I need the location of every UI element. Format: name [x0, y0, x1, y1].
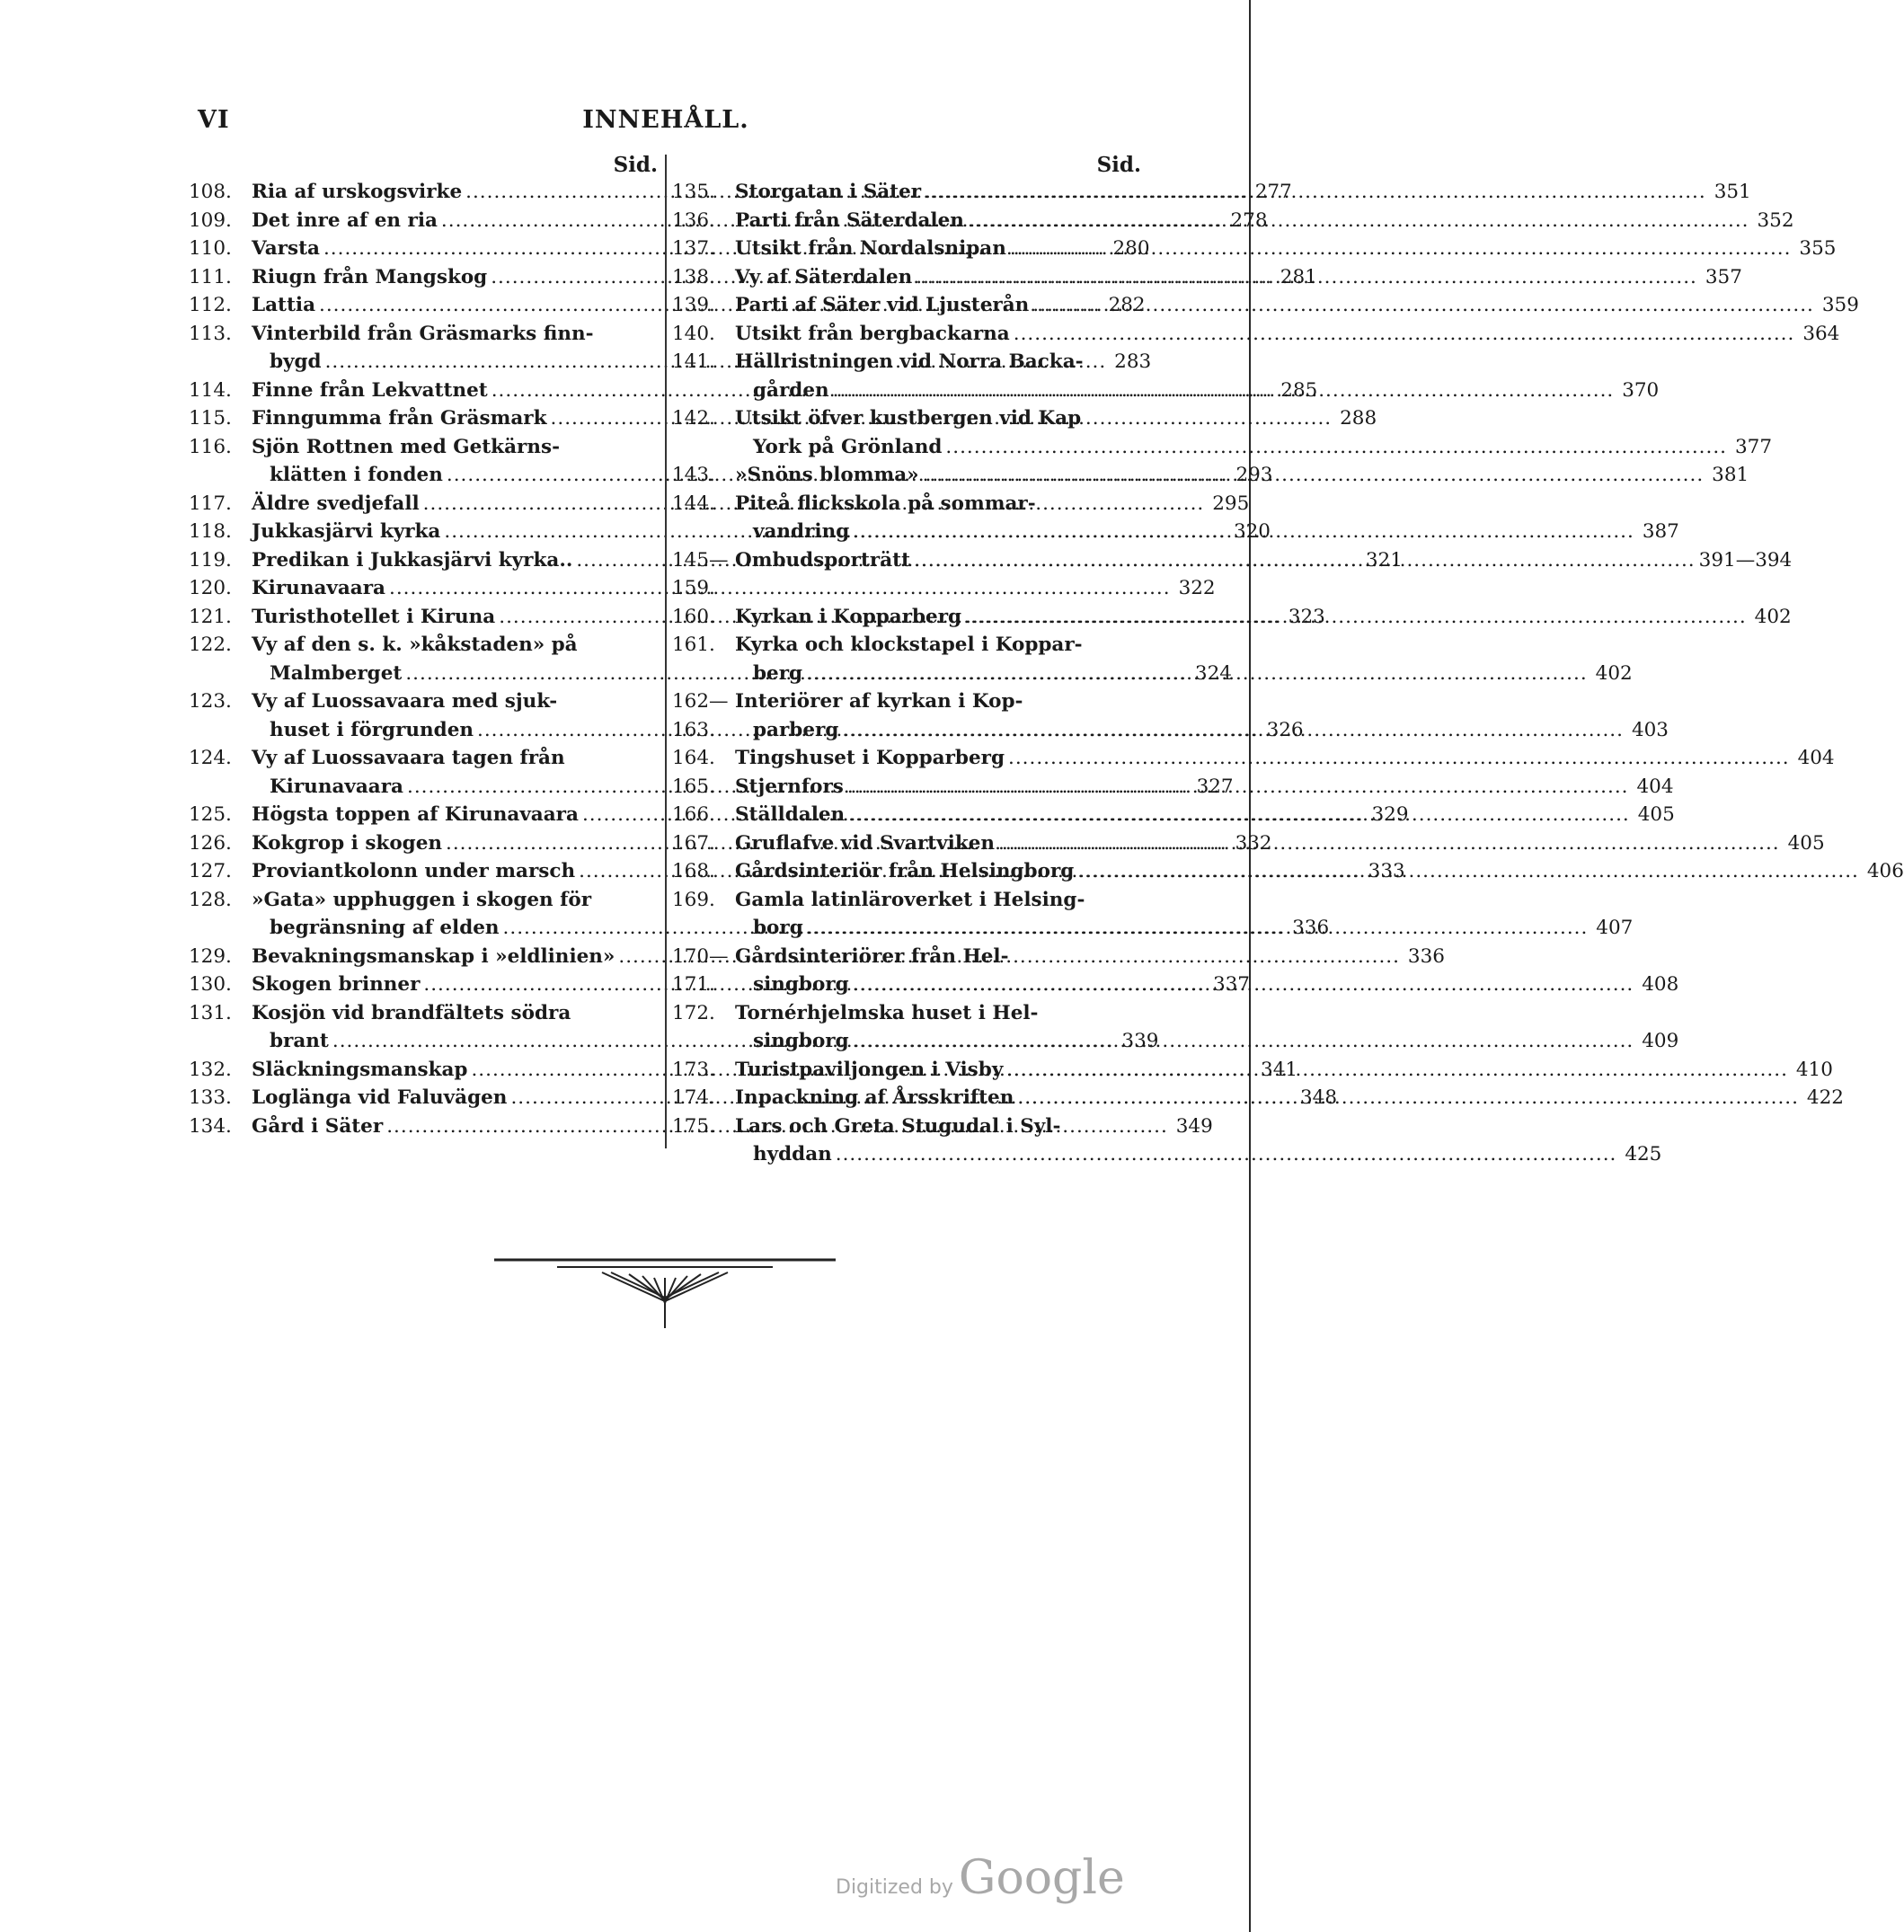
entry-number: 138.: [672, 265, 715, 288]
entry-title: Vinterbild från Gräsmarks finn-: [252, 322, 594, 345]
entry-body: [735, 857, 1904, 886]
entry-title: Loglänga vid Faluvägen: [252, 1086, 508, 1109]
entry-body: [735, 320, 1839, 349]
entry-number: 139.: [672, 294, 715, 316]
entry-page: 322: [1178, 577, 1216, 599]
entry-title: Ombudsporträtt: [735, 548, 911, 572]
entry-line: [735, 263, 1742, 292]
entry-body: [735, 235, 1836, 263]
dot-leader: [1010, 235, 1792, 263]
entry-line: [735, 377, 1659, 405]
toc-entry: [672, 235, 1837, 263]
entry-line: [735, 348, 1659, 377]
watermark-small-text: Digitized by: [836, 1876, 953, 1899]
entry-title: klätten i fonden: [270, 464, 443, 486]
entry-number: 117.: [189, 492, 232, 515]
entry-line: [735, 207, 1794, 235]
entry-title: Turistpaviljongen i Visby: [735, 1058, 1004, 1081]
toc-entry: [672, 291, 1859, 320]
entry-page: 320: [1233, 520, 1271, 543]
entry-number: 141.: [672, 350, 715, 373]
entry-number: 164.: [672, 747, 715, 769]
entry-title: Gård i Säter: [252, 1114, 384, 1138]
entry-title: Kosjön vid brandfältets södra: [252, 1001, 571, 1024]
dot-leader: [833, 377, 1615, 405]
entry-line: [735, 716, 1669, 745]
entry-line: [735, 857, 1904, 886]
entry-body: [735, 603, 1792, 632]
entry-title: Ställdalen: [735, 803, 846, 826]
entry-line: [735, 1056, 1833, 1085]
entry-page: 293: [1235, 464, 1273, 486]
entry-title: Tingshuset i Kopparberg: [735, 747, 1005, 769]
sid-label: Sid.: [1096, 153, 1141, 177]
entry-page: 336: [1407, 944, 1445, 968]
entry-title: »Snöns blomma»: [735, 464, 919, 486]
dot-leader: [806, 660, 1588, 688]
dot-leader: [853, 970, 1634, 999]
entry-number: 116.: [189, 435, 232, 458]
entry-line: [735, 490, 1679, 518]
entry-number: 167.: [672, 831, 715, 855]
entry-page: 283: [1114, 350, 1152, 373]
entry-body: [735, 1084, 1844, 1112]
entry-page: 359: [1821, 294, 1859, 316]
entry-line: [735, 178, 1751, 207]
entry-number: 115.: [189, 407, 232, 430]
entry-page: 377: [1734, 435, 1773, 458]
column-divider: [665, 155, 667, 1148]
entry-number: 114.: [189, 378, 232, 402]
entry-title: Utsikt från Nordalsnipan: [735, 237, 1006, 260]
entry-page: 333: [1368, 860, 1405, 882]
entry-number: 135.: [672, 181, 715, 203]
entry-page: 409: [1642, 1030, 1679, 1052]
entry-page: 387: [1642, 520, 1679, 543]
entry-page: 364: [1802, 322, 1840, 345]
entry-title: Vy af Säterdalen: [735, 265, 913, 288]
entry-page: 337: [1212, 973, 1250, 996]
entry-page: 407: [1596, 917, 1634, 939]
entry-title: borg: [753, 917, 803, 939]
entry-body: [735, 263, 1742, 292]
entry-page: 324: [1194, 661, 1232, 685]
entry-number: 113.: [189, 322, 232, 345]
entry-number: 112.: [189, 294, 232, 316]
entry-number: 130.: [189, 973, 232, 996]
entry-title: York på Grönland: [753, 435, 943, 458]
entry-page: 405: [1637, 803, 1675, 826]
dot-leader: [1077, 857, 1859, 886]
entry-number: 161.: [672, 634, 715, 656]
entry-title: Varsta: [252, 237, 320, 260]
sid-label: Sid.: [613, 153, 658, 177]
entry-number: 172.: [672, 1001, 715, 1024]
entry-title: Sjön Rottnen med Getkärns-: [252, 435, 560, 458]
entry-page: 278: [1230, 208, 1268, 232]
page-header: [194, 106, 1138, 142]
toc-entry: [672, 999, 1679, 1056]
entry-line: [735, 235, 1836, 263]
entry-number: 145—159.: [672, 548, 729, 599]
dot-leader: [1008, 744, 1790, 773]
entry-title: Utsikt öfver kustbergen vid Kap: [735, 407, 1082, 430]
dot-leader: [968, 207, 1749, 235]
entry-title: Storgatan i Säter: [735, 181, 922, 203]
page-number: VI: [198, 106, 230, 134]
entry-page: 277: [1254, 181, 1292, 203]
entry-number: 144.: [672, 492, 715, 515]
entry-body: [735, 178, 1751, 207]
toc-entry: [672, 744, 1835, 773]
entry-page: 404: [1636, 775, 1674, 798]
entry-body: [735, 829, 1825, 858]
entry-title: Skogen brinner: [252, 973, 421, 996]
entry-title: singborg: [753, 973, 849, 996]
entry-number: 123.: [189, 690, 232, 713]
entry-title: singborg: [753, 1030, 849, 1052]
entry-title: Släckningsmanskap: [252, 1058, 468, 1081]
entry-page: 406: [1866, 860, 1904, 882]
entry-page: 329: [1371, 803, 1409, 826]
entry-title: Bevakningsmanskap i »eldlinien»: [252, 944, 615, 968]
entry-body: [735, 886, 1633, 943]
dot-leader: [923, 461, 1705, 490]
entry-line: [735, 914, 1633, 943]
entry-title: Hällristningen vid Norra Backa-: [735, 350, 1084, 373]
entry-line: [735, 291, 1859, 320]
dot-leader: [853, 518, 1634, 546]
entry-title: Kokgrop i skogen: [252, 831, 443, 855]
dot-leader: [848, 801, 1630, 829]
entry-title: brant: [270, 1030, 329, 1052]
entry-title: Piteå flickskola på sommar-: [735, 492, 1036, 515]
entry-title: Kirunavaara: [252, 577, 385, 599]
entry-number: 128.: [189, 888, 232, 911]
entry-number: 174.: [672, 1086, 715, 1109]
entry-body: [735, 1112, 1661, 1169]
entry-page: 339: [1121, 1030, 1159, 1052]
entry-number: 124.: [189, 747, 232, 769]
dot-leader: [847, 773, 1629, 802]
entry-title: Äldre svedjefall: [252, 492, 420, 515]
entry-number: 111.: [189, 265, 232, 288]
entry-number: 121.: [189, 605, 232, 628]
entry-title: Kirunavaara: [270, 775, 403, 798]
entry-title: Kyrkan i Kopparberg: [735, 605, 962, 628]
entry-page: 402: [1595, 661, 1633, 685]
entry-number: 165.: [672, 775, 715, 798]
entry-line: [735, 773, 1674, 802]
entry-page: 405: [1787, 831, 1825, 855]
entry-number: 162—163.: [672, 690, 729, 741]
entry-body: [735, 687, 1669, 744]
entry-page: 425: [1625, 1143, 1662, 1165]
entry-line: [735, 886, 1633, 915]
entry-body: [735, 348, 1659, 404]
entry-number: 166.: [672, 803, 715, 826]
entry-title: Predikan i Jukkasjärvi kyrka..: [252, 548, 573, 572]
dot-leader: [842, 716, 1624, 745]
entry-title: Utsikt från bergbackarna: [735, 322, 1010, 345]
entry-title: berg: [753, 661, 803, 685]
entry-number: 125.: [189, 803, 232, 826]
ornament-divider: [494, 1256, 836, 1337]
entry-number: 134.: [189, 1114, 232, 1138]
entry-title: Inpackning af Årsskriften: [735, 1086, 1014, 1109]
dot-leader: [914, 546, 1696, 575]
entry-title: Högsta toppen af Kirunavaara: [252, 803, 579, 826]
entry-page: 323: [1288, 605, 1325, 628]
dot-leader: [925, 178, 1706, 207]
entry-title: Finngumma från Gräsmark: [252, 407, 547, 430]
entry-number: 129.: [189, 944, 232, 968]
entry-body: [735, 291, 1859, 320]
entry-page: 332: [1235, 831, 1272, 855]
entry-line: [735, 546, 1792, 575]
entry-number: 142.: [672, 407, 715, 430]
entry-page: 408: [1642, 973, 1679, 996]
entry-page: 280: [1112, 237, 1150, 260]
entry-page: 351: [1714, 181, 1751, 203]
entry-title: Tornérhjelmska huset i Hel-: [735, 1001, 1039, 1024]
entry-page: 391—394: [1698, 548, 1793, 572]
entry-page: 355: [1799, 237, 1837, 260]
entry-body: [735, 490, 1679, 546]
entry-page: 336: [1292, 917, 1330, 939]
dot-leader: [1017, 1084, 1799, 1112]
entry-number: 137.: [672, 237, 715, 260]
toc-entry: [672, 320, 1840, 349]
entry-page: 349: [1175, 1114, 1213, 1138]
entry-title: Lattia: [252, 294, 316, 316]
entry-page: 410: [1795, 1058, 1833, 1081]
entry-number: 131.: [189, 1001, 232, 1024]
page-title: INNEHÅLL.: [582, 106, 749, 134]
entry-body: [735, 1056, 1833, 1085]
entry-title: Vy af Luossavaara tagen från: [252, 747, 565, 769]
entry-title: Proviantkolonn under marsch: [252, 860, 576, 882]
dot-leader: [945, 433, 1727, 462]
ornament-fan: [602, 1272, 728, 1328]
entry-number: 126.: [189, 831, 232, 855]
entry-title: Gårdsinteriörer från Hel-: [735, 944, 1009, 968]
entry-line: [735, 999, 1678, 1028]
entry-line: [735, 943, 1678, 971]
entry-page: 381: [1712, 464, 1749, 486]
entry-line: [735, 970, 1678, 999]
toc-entry: [189, 574, 1216, 603]
entry-title: vandring: [753, 520, 850, 543]
entry-number: 132.: [189, 1058, 232, 1081]
entry-number: 168.: [672, 860, 715, 882]
entry-page: 285: [1280, 378, 1318, 402]
entry-title: Finne från Lekvattnet: [252, 378, 488, 402]
entry-title: Vy af den s. k. »kåkstaden» på: [252, 634, 578, 656]
entry-title: Turisthotellet i Kiruna: [252, 605, 496, 628]
dot-leader: [1014, 320, 1795, 349]
entry-line: [735, 687, 1669, 716]
watermark-logo-text: Google: [958, 1851, 1125, 1905]
entry-line: [735, 744, 1835, 773]
entry-page: 327: [1196, 775, 1234, 798]
entry-number: 108.: [189, 181, 232, 203]
entry-title: bygd: [270, 350, 322, 373]
entry-title: Interiörer af kyrkan i Kop-: [735, 690, 1023, 713]
entry-line: [735, 603, 1792, 632]
entry-title: Det inre af en ria: [252, 208, 438, 232]
entry-line: [735, 829, 1825, 858]
entry-title: gården: [753, 378, 829, 402]
entry-number: 136.: [672, 208, 715, 232]
entry-number: 133.: [189, 1086, 232, 1109]
entry-number: 140.: [672, 322, 715, 345]
dot-leader: [836, 1140, 1617, 1169]
entry-title: Parti från Säterdalen: [735, 208, 964, 232]
entry-number: 110.: [189, 237, 232, 260]
entry-number: 169.: [672, 888, 715, 911]
entry-page: 370: [1622, 378, 1660, 402]
entry-number: 143.: [672, 464, 715, 486]
entry-title: parberg: [753, 718, 839, 741]
entry-page: 295: [1212, 492, 1250, 515]
digitized-watermark: [836, 1851, 1125, 1905]
entry-page: 352: [1757, 208, 1794, 232]
entry-line: [735, 660, 1633, 688]
entry-title: begränsning af elden: [270, 917, 500, 939]
dot-leader: [1032, 291, 1814, 320]
entry-body: [735, 943, 1678, 999]
entry-line: [735, 1112, 1661, 1141]
entry-page: 282: [1108, 294, 1146, 316]
entry-title: Riugn från Mangskog: [252, 265, 488, 288]
entry-title: huset i förgrunden: [270, 718, 474, 741]
entry-number: 170—171.: [672, 944, 729, 996]
entry-line: [735, 518, 1679, 546]
entry-line: [735, 1027, 1678, 1056]
entry-title: Gårdsinteriör från Helsingborg: [735, 860, 1075, 882]
entry-number: 119.: [189, 548, 232, 572]
entry-body: [735, 744, 1835, 773]
entry-body: [735, 461, 1749, 490]
entry-page: 321: [1365, 548, 1403, 572]
entry-title: Jukkasjärvi kyrka: [252, 520, 441, 543]
entry-number: 120.: [189, 577, 232, 599]
entry-page: 326: [1266, 718, 1304, 741]
entry-page: 288: [1340, 407, 1377, 430]
entry-line: [735, 1084, 1844, 1112]
dot-leader: [807, 914, 1589, 943]
entry-line: [735, 1140, 1661, 1169]
entry-line: [735, 631, 1633, 660]
entry-number: 109.: [189, 208, 232, 232]
entry-number: 118.: [189, 520, 232, 543]
entry-title: Stjernfors: [735, 775, 844, 798]
entry-line: [735, 461, 1749, 490]
entry-title: Vy af Luossavaara med sjuk-: [252, 690, 558, 713]
entry-title: hyddan: [753, 1143, 832, 1165]
entry-page: 403: [1631, 718, 1669, 741]
entry-title: Lars och Greta Stugudal i Syl-: [735, 1114, 1061, 1138]
dot-leader: [1006, 1056, 1788, 1085]
entry-number: 160.: [672, 605, 715, 628]
entry-title: Malmberget: [270, 661, 403, 685]
entry-body: [735, 801, 1675, 829]
dot-leader: [998, 829, 1780, 858]
entry-page: 357: [1705, 265, 1742, 288]
entry-title: Gruflafve vid Svartviken: [735, 831, 996, 855]
entry-page: 341: [1261, 1058, 1298, 1081]
entry-line: [735, 801, 1675, 829]
entry-title: »Gata» upphuggen i skogen för: [252, 888, 592, 911]
entry-page: 281: [1280, 265, 1317, 288]
entry-title: Kyrka och klockstapel i Koppar-: [735, 634, 1083, 656]
dot-leader: [853, 1027, 1634, 1056]
entry-line: [735, 404, 1772, 433]
entry-number: 127.: [189, 860, 232, 882]
entry-line: [735, 320, 1839, 349]
entry-body: [735, 404, 1772, 461]
entry-body: [735, 546, 1792, 603]
entry-page: 348: [1300, 1086, 1338, 1109]
entry-body: [735, 773, 1674, 802]
entry-number: 175.: [672, 1114, 715, 1138]
entry-page: 422: [1806, 1086, 1844, 1109]
entry-page: 402: [1754, 605, 1792, 628]
entry-body: [735, 999, 1678, 1056]
entry-title: Ria af urskogsvirke: [252, 181, 463, 203]
dot-leader: [965, 603, 1747, 632]
entry-body: [735, 631, 1633, 687]
entry-number: 122.: [189, 634, 232, 656]
entry-number: 173.: [672, 1058, 715, 1081]
entry-title: Parti af Säter vid Ljusterån: [735, 294, 1030, 316]
entry-line: [735, 433, 1772, 462]
dot-leader: [916, 263, 1697, 292]
entry-body: [735, 207, 1794, 235]
entry-page: 404: [1797, 747, 1835, 769]
entry-title: Gamla latinläroverket i Helsing-: [735, 888, 1085, 911]
